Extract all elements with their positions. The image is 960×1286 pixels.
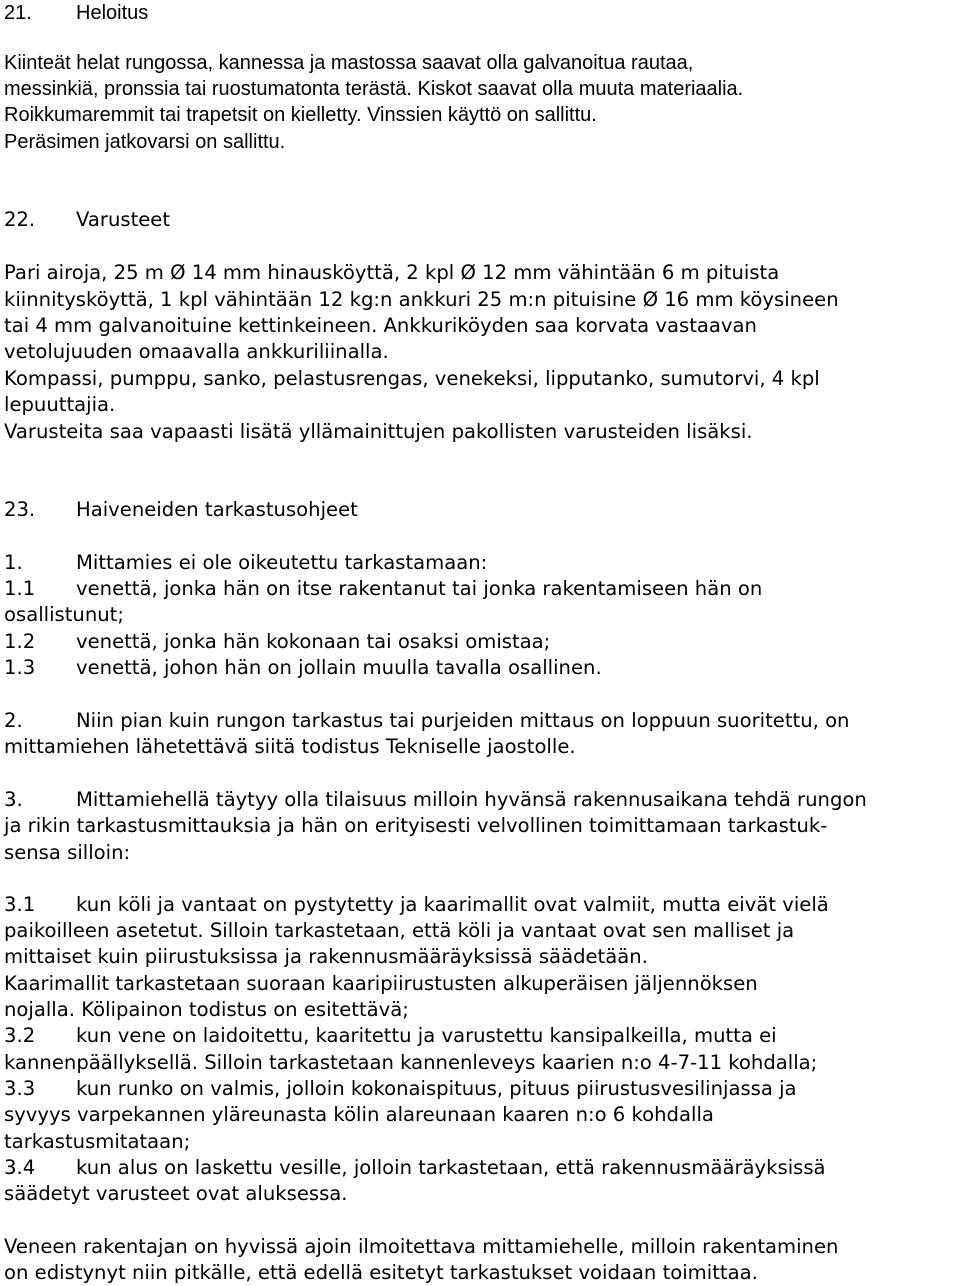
item-text: Mittamiehellä täytyy olla tilaisuus milloin hyvänsä rakennusaikana tehdä rungon: [76, 788, 867, 811]
list-item: [4, 1155, 826, 1181]
section-21-line: Roikkumaremmit tai trapetsit on kielletty. Vinssien käyttö on sallittu.: [4, 104, 597, 126]
item-text: osallistunut;: [4, 603, 124, 626]
item-number: 1.2: [4, 630, 36, 653]
section-number: 22.: [4, 208, 36, 231]
closing-paragraph-line: on edistynyt niin pitkälle, että edellä esitetyt tarkastukset voidaan toimittaa.: [4, 1261, 758, 1284]
item-text: kun köli ja vantaat on pystytetty ja kaarimallit ovat valmiit, mutta eivät vielä: [76, 893, 829, 916]
section-title: Varusteet: [76, 208, 171, 231]
list-item: [4, 892, 829, 918]
list-item: [4, 787, 867, 813]
item-text: säädetyt varusteet ovat aluksessa.: [4, 1182, 348, 1205]
item-text: paikoilleen asetetut. Silloin tarkastetaan, että köli ja vantaat ovat sen malliset ja: [4, 919, 795, 942]
section-21-line: Kiinteät helat rungossa, kannessa ja mastossa saavat olla galvanoitua rautaa,: [4, 52, 694, 74]
item-number: 2.: [4, 709, 23, 732]
section-22-line: lepuuttajia.: [4, 393, 116, 416]
item-text: Niin pian kuin rungon tarkastus tai purjeiden mittaus on loppuun suoritettu, on: [76, 709, 850, 732]
list-item-continuation: [4, 813, 827, 839]
section-21-line: messinkiä, pronssia tai ruostumatonta terästä. Kiskot saavat olla muuta materiaalia.: [4, 78, 744, 100]
section-22-line: Kompassi, pumppu, sanko, pelastusrengas, venekeksi, lipputanko, sumutorvi, 4 kpl: [4, 367, 820, 390]
item-text: Kaarimallit tarkastetaan suoraan kaaripiirustusten alkuperäisen jäljennöksen: [4, 972, 758, 995]
list-item: [4, 1023, 777, 1049]
item-text: syvyys varpekannen yläreunasta kölin alareunaan kaaren n:o 6 kohdalla: [4, 1103, 714, 1126]
item-number: 1.3: [4, 656, 36, 679]
list-item-continuation: [4, 1181, 348, 1207]
item-number: 3.3: [4, 1077, 36, 1100]
item-number: 3.1: [4, 893, 36, 916]
closing-paragraph-line: Veneen rakentajan on hyvissä ajoin ilmoitettava mittamiehelle, milloin rakentaminen: [4, 1235, 839, 1258]
item-text: venettä, jonka hän kokonaan tai osaksi omistaa;: [76, 630, 551, 653]
item-text: mittaiset kuin piirustuksissa ja rakennusmääräyksissä säädetään.: [4, 945, 648, 968]
list-item-continuation: [4, 734, 576, 760]
list-item: [4, 576, 762, 602]
item-text: ja rikin tarkastusmittauksia ja hän on erityisesti velvollinen toimittamaan tarkastuk-: [4, 814, 828, 837]
list-item-continuation: [4, 997, 409, 1023]
list-item-continuation: [4, 1050, 817, 1076]
section-21-heading: [4, 0, 148, 26]
section-22-line: Pari airoja, 25 m Ø 14 mm hinausköyttä, 2 kpl Ø 12 mm vähintään 6 m pituista: [4, 261, 780, 284]
item-number: 3.: [4, 788, 23, 811]
item-text: kun alus on laskettu vesille, jolloin tarkastetaan, että rakennusmääräyksissä: [76, 1156, 826, 1179]
section-22-line: kiinnitysköyttä, 1 kpl vähintään 12 kg:n ankkuri 25 m:n pituisine Ø 16 mm köysineen: [4, 288, 839, 311]
list-item: [4, 1076, 797, 1102]
item-text: sensa silloin:: [4, 841, 131, 864]
item-number: 3.4: [4, 1156, 36, 1179]
item-text: tarkastusmitataan;: [4, 1130, 191, 1153]
item-number: 1.: [4, 551, 23, 574]
list-item-continuation: [4, 944, 648, 970]
section-22-line: Varusteita saa vapaasti lisätä yllämainittujen pakollisten varusteiden lisäksi.: [4, 420, 753, 443]
item-text: venettä, jonka hän on itse rakentanut tai jonka rakentamiseen hän on: [76, 577, 763, 600]
section-title: Haiveneiden tarkastusohjeet: [76, 498, 358, 521]
list-item-continuation: [4, 1102, 714, 1128]
list-item: [4, 629, 550, 655]
list-item: [4, 655, 602, 681]
list-item-continuation: [4, 840, 130, 866]
section-22-line: vetolujuuden omaavalla ankkuriliinalla.: [4, 340, 389, 363]
list-item-continuation: [4, 602, 124, 628]
item-text: kannenpäällyksellä. Silloin tarkastetaan kannenleveys kaarien n:o 4-7-11 kohdalla;: [4, 1051, 818, 1074]
item-text: kun vene on laidoitettu, kaaritettu ja varustettu kansipalkeilla, mutta ei: [76, 1024, 777, 1047]
item-text: venettä, johon hän on jollain muulla tavalla osallinen.: [76, 656, 602, 679]
item-text: nojalla. Kölipainon todistus on esitettävä;: [4, 998, 409, 1021]
section-22-heading: [4, 207, 170, 233]
section-title: Heloitus: [76, 2, 149, 24]
section-22-line: tai 4 mm galvanoituine kettinkeineen. Ankkuriköyden saa korvata vastaavan: [4, 314, 757, 337]
item-number: 3.2: [4, 1024, 36, 1047]
list-item: [4, 708, 849, 734]
list-item-continuation: [4, 1129, 190, 1155]
section-number: 23.: [4, 498, 36, 521]
list-item-continuation: [4, 971, 758, 997]
item-text: mittamiehen lähetettävä siitä todistus Tekniselle jaostolle.: [4, 735, 576, 758]
item-number: 1.1: [4, 577, 36, 600]
list-item: [4, 550, 487, 576]
section-number: 21.: [4, 2, 32, 24]
section-21-line: Peräsimen jatkovarsi on sallittu.: [4, 131, 286, 153]
list-item-continuation: [4, 918, 794, 944]
item-text: Mittamies ei ole oikeutettu tarkastamaan:: [76, 551, 488, 574]
item-text: kun runko on valmis, jolloin kokonaispituus, pituus piirustusvesilinjassa ja: [76, 1077, 797, 1100]
section-23-heading: [4, 497, 358, 523]
